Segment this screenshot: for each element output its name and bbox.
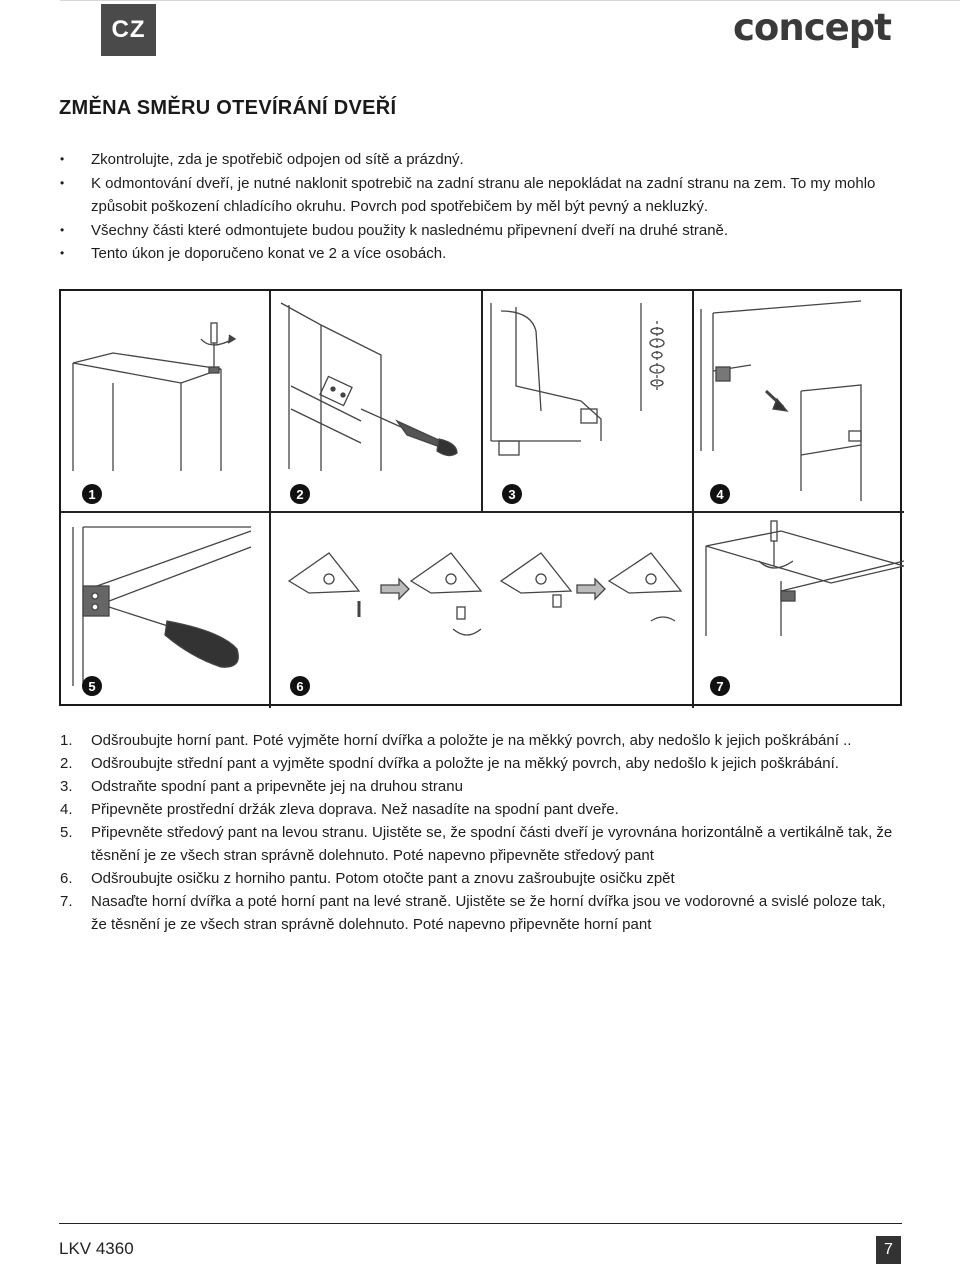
panel-number-5: 5 <box>82 676 102 696</box>
step-text: Připevněte prostřední držák zleva doprava. Než nasadíte na spodní pant dveře. <box>91 801 619 818</box>
brand-logo: concept <box>733 6 891 49</box>
step-item <box>60 752 905 775</box>
step-number: 3. <box>60 778 73 795</box>
step-number: 1. <box>60 732 73 749</box>
page-header <box>0 0 960 60</box>
step-text: Nasaďte horní dvířka a poté horní pant na levé straně. Ujistěte se že horní dvířka jsou ve vodorovné a svislé poloze tak, že těsnění je ze všech stran správně dolehnuto. Poté napevno připevněte horní pant <box>91 893 886 933</box>
panel-4-drawing <box>701 301 861 501</box>
panel-7-drawing <box>706 521 904 636</box>
step-text: Odšroubujte střední pant a vyjměte spodní dvířka a položte je na měkký povrch, aby nedošlo k jejich poškrábání. <box>91 755 839 772</box>
section-title: ZMĚNA SMĚRU OTEVÍRÁNÍ DVEŘÍ <box>59 97 397 119</box>
panel-number-3: 3 <box>502 484 522 504</box>
step-number: 2. <box>60 755 73 772</box>
panel-number-6: 6 <box>290 676 310 696</box>
step-number: 6. <box>60 870 73 887</box>
panel-5-drawing <box>73 527 251 686</box>
footer-rule <box>59 1223 902 1224</box>
language-badge: CZ <box>101 4 156 56</box>
bullet-item: • Tento úkon je doporučeno konat ve 2 a více osobách. <box>60 242 900 266</box>
instruction-steps <box>60 729 905 936</box>
step-number: 4. <box>60 801 73 818</box>
step-item <box>60 867 905 890</box>
bullet-item: • K odmontování dveří, je nutné naklonit spotrebič na zadní stranu ale nepokládat na zadní stranu na zem. To my mohlo způsobit poškození chladícího okruhu. Povrch pod spotřebičem by měl být pevný a nekluzký. <box>60 172 900 219</box>
illustration-drawing <box>61 291 904 708</box>
step-text: Odšroubujte osičku z horniho pantu. Potom otočte pant a znovu zašroubujte osičku zpět <box>91 870 675 887</box>
step-item <box>60 775 905 798</box>
bullet-item: • Zkontrolujte, zda je spotřebič odpojen od sítě a prázdný. <box>60 148 900 172</box>
model-number: LKV 4360 <box>59 1239 134 1258</box>
page-number: 7 <box>876 1236 901 1264</box>
step-item <box>60 729 905 752</box>
step-number: 5. <box>60 824 73 841</box>
panel-3-drawing <box>491 303 664 455</box>
step-text: Připevněte středový pant na levou stranu. Ujistěte se, že spodní části dveří je vyrovnána horizontálně a vertikálně tak, že těsnění je ze všech stran správně dolehnuto. Poté napevno připevněte středový pant <box>91 824 893 864</box>
panel-number-1: 1 <box>82 484 102 504</box>
header-rule <box>60 0 960 1</box>
bullet-item: • Všechny části které odmontujete budou použity k naslednému připevnení dveří na druhé straně. <box>60 219 900 243</box>
panel-1-drawing <box>73 323 235 471</box>
panel-number-4: 4 <box>710 484 730 504</box>
step-text: Odstraňte spodní pant a pripevněte jej na druhou stranu <box>91 778 463 795</box>
step-item <box>60 821 905 867</box>
panel-number-2: 2 <box>290 484 310 504</box>
step-number: 7. <box>60 893 73 910</box>
step-item <box>60 798 905 821</box>
panel-2-drawing <box>281 303 457 471</box>
precaution-list <box>60 148 900 266</box>
panel-6-drawing <box>289 553 681 635</box>
door-reversal-illustration <box>59 289 902 706</box>
panel-number-7: 7 <box>710 676 730 696</box>
step-text: Odšroubujte horní pant. Poté vyjměte horní dvířka a položte je na měkký povrch, aby nedošlo k jejich poškrábání .. <box>91 732 852 749</box>
step-item <box>60 890 905 936</box>
